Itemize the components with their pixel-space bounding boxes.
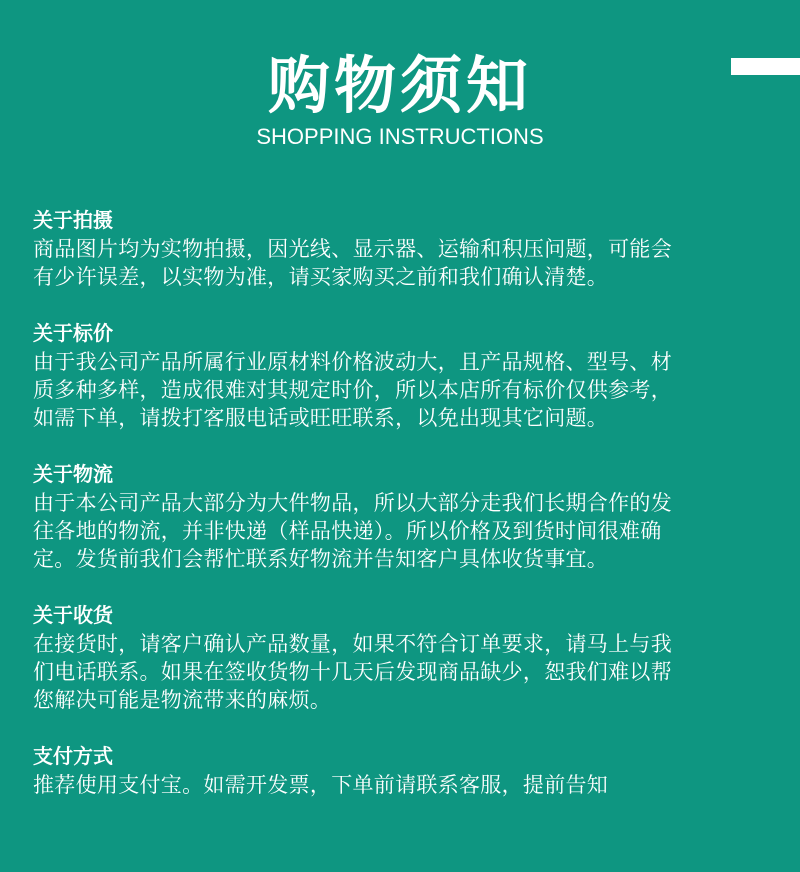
body-line: 往各地的物流，并非快递（样品快递）。所以价格及到货时间很难确 (33, 519, 662, 543)
body-line: 质多种多样，造成很难对其规定时价，所以本店所有标价仅供参考， (33, 378, 672, 402)
body-line: 定。发货前我们会帮忙联系好物流并告知客户具体收货事宜。 (33, 547, 609, 571)
section-body (33, 771, 773, 799)
section-body (33, 489, 773, 573)
section-heading: 关于物流 (33, 462, 113, 486)
section-body (33, 630, 773, 714)
section-logistics (33, 460, 773, 573)
section-heading: 关于拍摄 (33, 208, 113, 232)
body-line: 商品图片均为实物拍摄，因光线、显示器、运输和积压问题，可能会 (33, 237, 672, 261)
section-heading: 关于收货 (33, 603, 113, 627)
section-body (33, 348, 773, 432)
body-line: 由于本公司产品大部分为大件物品，所以大部分走我们长期合作的发 (33, 491, 672, 515)
body-line: 由于我公司产品所属行业原材料价格波动大，且产品规格、型号、材 (33, 350, 672, 374)
section-photography (33, 206, 773, 291)
page-subtitle: SHOPPING INSTRUCTIONS (256, 124, 544, 149)
section-payment (33, 742, 773, 799)
section-pricing (33, 319, 773, 432)
body-line: 您解决可能是物流带来的麻烦。 (33, 688, 332, 712)
instructions-content (33, 206, 773, 827)
section-body (33, 235, 773, 291)
body-line: 有少许误差，以实物为准，请买家购买之前和我们确认清楚。 (33, 265, 609, 289)
section-heading: 支付方式 (33, 744, 113, 768)
section-heading: 关于标价 (33, 321, 113, 345)
section-receiving (33, 601, 773, 714)
body-line: 们电话联系。如果在签收货物十几天后发现商品缺少，恕我们难以帮 (33, 660, 672, 684)
page-header (0, 48, 800, 150)
page-title: 购物须知 (267, 49, 532, 122)
body-line: 如需下单，请拨打客服电话或旺旺联系，以免出现其它问题。 (33, 406, 609, 430)
body-line: 推荐使用支付宝。如需开发票，下单前请联系客服，提前告知 (33, 773, 609, 797)
body-line: 在接货时，请客户确认产品数量，如果不符合订单要求，请马上与我 (33, 632, 672, 656)
